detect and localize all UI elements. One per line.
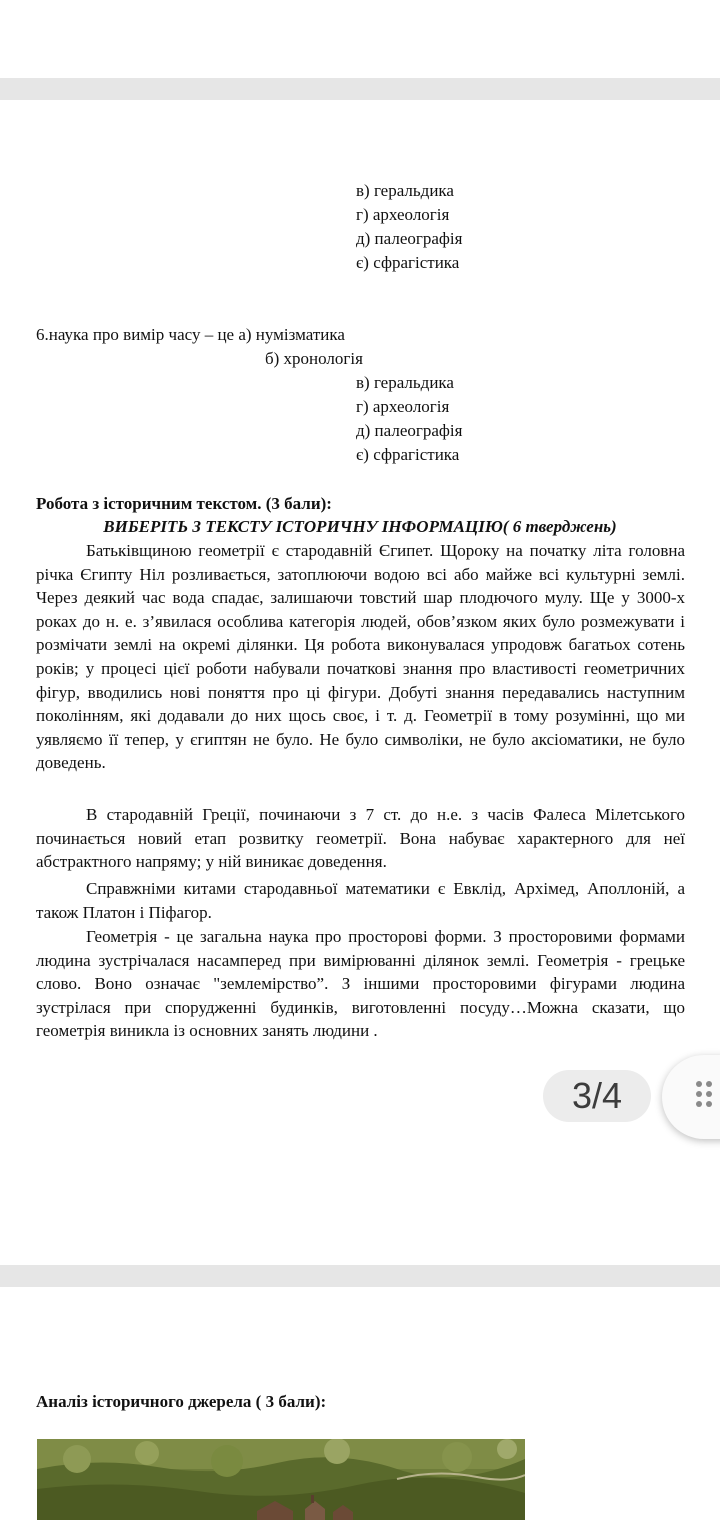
source-task-heading: Аналіз історичного джерела ( 3 бали): <box>36 1392 327 1411</box>
option-g: г) археологія <box>356 205 450 224</box>
option-d: д) палеографія <box>356 229 463 248</box>
page-separator <box>0 1265 720 1287</box>
paragraph-2: В стародавній Греції, починаючи з 7 ст. до н.е. з часів Фалеса Мілетського починається новий етап розвитку геометрії. Вона набуває характерного для неї абстрактного напряму; у ній виникає доведення. <box>36 805 685 872</box>
grid-dots-icon <box>696 1081 716 1113</box>
option-ye: є) сфрагістика <box>356 445 460 464</box>
option-g: г) археологія <box>356 397 450 416</box>
option-v: в) геральдика <box>356 181 454 200</box>
text-task-heading: Робота з історичним текстом. (3 бали): <box>36 494 332 513</box>
question-6: 6.наука про вимір часу – це а) нумізматика <box>36 325 345 344</box>
option-d: д) палеографія <box>356 421 463 440</box>
page-counter: 3/4 <box>543 1070 651 1122</box>
paragraph-3: Справжніми китами стародавньої математики є Евклід, Архімед, Аполлоній, а також Платон і Піфагор. <box>36 879 685 922</box>
option-b: б) хронологія <box>265 349 363 368</box>
paragraph-1: Батьківщиною геометрії є стародавній Єгипет. Щороку на початку літа головна річка Єгипту Ніл розливається, затоплюючи водою всі або майже всі культурні землі. Через деякий час вода спадає, залишаючи товстий шар плодючого мулу. Ще у 3000-х роках до н. е. з’явилася особлива категорія людей, обов’язком яких було розмежувати і розмічати землі на окремі ділянки. Ця робота виконувалася упродовж багатьох сотень років; у процесі цієї роботи набували початкові знання про властивості геометричних фігур, вводились нові поняття про ці фігури. Добуті знання передавались наступним поколінням, які додавали до них щось своє, і т. д. Геометрії в тому розумінні, що ми уявляємо її тепер, у єгиптян не було. Не було символіки, не було аксіоматики, не було доведень. <box>36 541 685 773</box>
option-ye: є) сфрагістика <box>356 253 460 272</box>
page-separator <box>0 78 720 100</box>
historical-photo <box>37 1439 525 1520</box>
task-instruction: ВИБЕРІТЬ З ТЕКСТУ ІСТОРИЧНУ ІНФОРМАЦІЮ( 6 тверджень) <box>103 517 617 536</box>
previous-page-bottom <box>0 0 720 78</box>
paragraph-4: Геометрія - це загальна наука про просторові форми. З просторовими формами людина зустрічалася насамперед при вимірюванні ділянок землі. Геометрія - грецьке слово. Воно означає "землемірство”. З іншими просторовими фігурами людина зустрілася при спорудженні будинків, виготовленні посуду…Можна сказати, що геометрія виникла із основних занять людини . <box>36 927 685 1041</box>
option-v: в) геральдика <box>356 373 454 392</box>
